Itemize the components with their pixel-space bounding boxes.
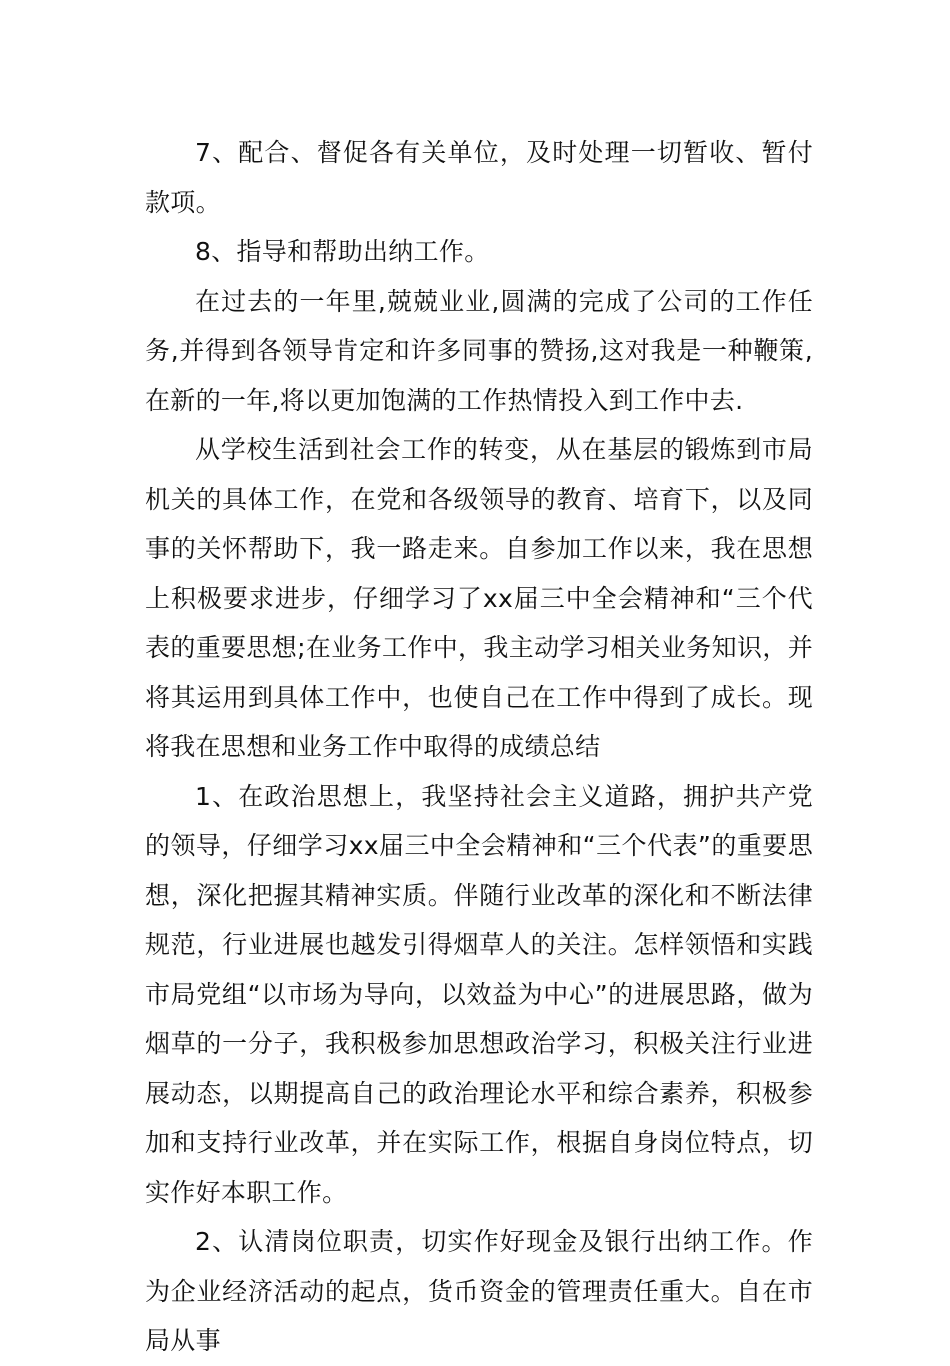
document-body xyxy=(145,128,813,1366)
paragraph-item-8: 8、指导和帮助出纳工作。 xyxy=(195,237,490,266)
paragraph-political-thought: 1、在政治思想上，我坚持社会主义道路，拥护共产党的领导，仔细学习xx届三中全会精神和“三个代表”的重要思想，深化把握其精神实质。伴随行业改革的深化和不断法律规范，行业进展也越发引得烟草人的关注。怎样领悟和实践市局党组“以市场为导向，以效益为中心”的进展思路，做为烟草的一分子，我积极参加思想政治学习，积极关注行业进展动态，以期提高自己的政治理论水平和综合素养，积极参加和支持行业改革，并在实际工作，根据自身岗位特点，切实作好本职工作。 xyxy=(145,781,813,1207)
paragraph-cashier-duties: 2、认清岗位职责，切实作好现金及银行出纳工作。作为企业经济活动的起点，货币资金的管理责任重大。自在市局从事 xyxy=(145,1227,813,1355)
paragraph-item-7: 7、配合、督促各有关单位，及时处理一切暂收、暂付款项。 xyxy=(145,138,813,217)
paragraph-career-transition: 从学校生活到社会工作的转变，从在基层的锻炼到市局机关的具体工作，在党和各级领导的教育、培育下，以及同事的关怀帮助下，我一路走来。自参加工作以来，我在思想上积极要求进步，仔细学习了xx届三中全会精神和“三个代表的重要思想;在业务工作中，我主动学习相关业务知识，并将其运用到具体工作中，也使自己在工作中得到了成长。现将我在思想和业务工作中取得的成绩总结 xyxy=(145,435,813,761)
paragraph-past-year: 在过去的一年里,兢兢业业,圆满的完成了公司的工作任务,并得到各领导肯定和许多同事的赞扬,这对我是一种鞭策,在新的一年,将以更加饱满的工作热情投入到工作中去. xyxy=(145,286,813,415)
